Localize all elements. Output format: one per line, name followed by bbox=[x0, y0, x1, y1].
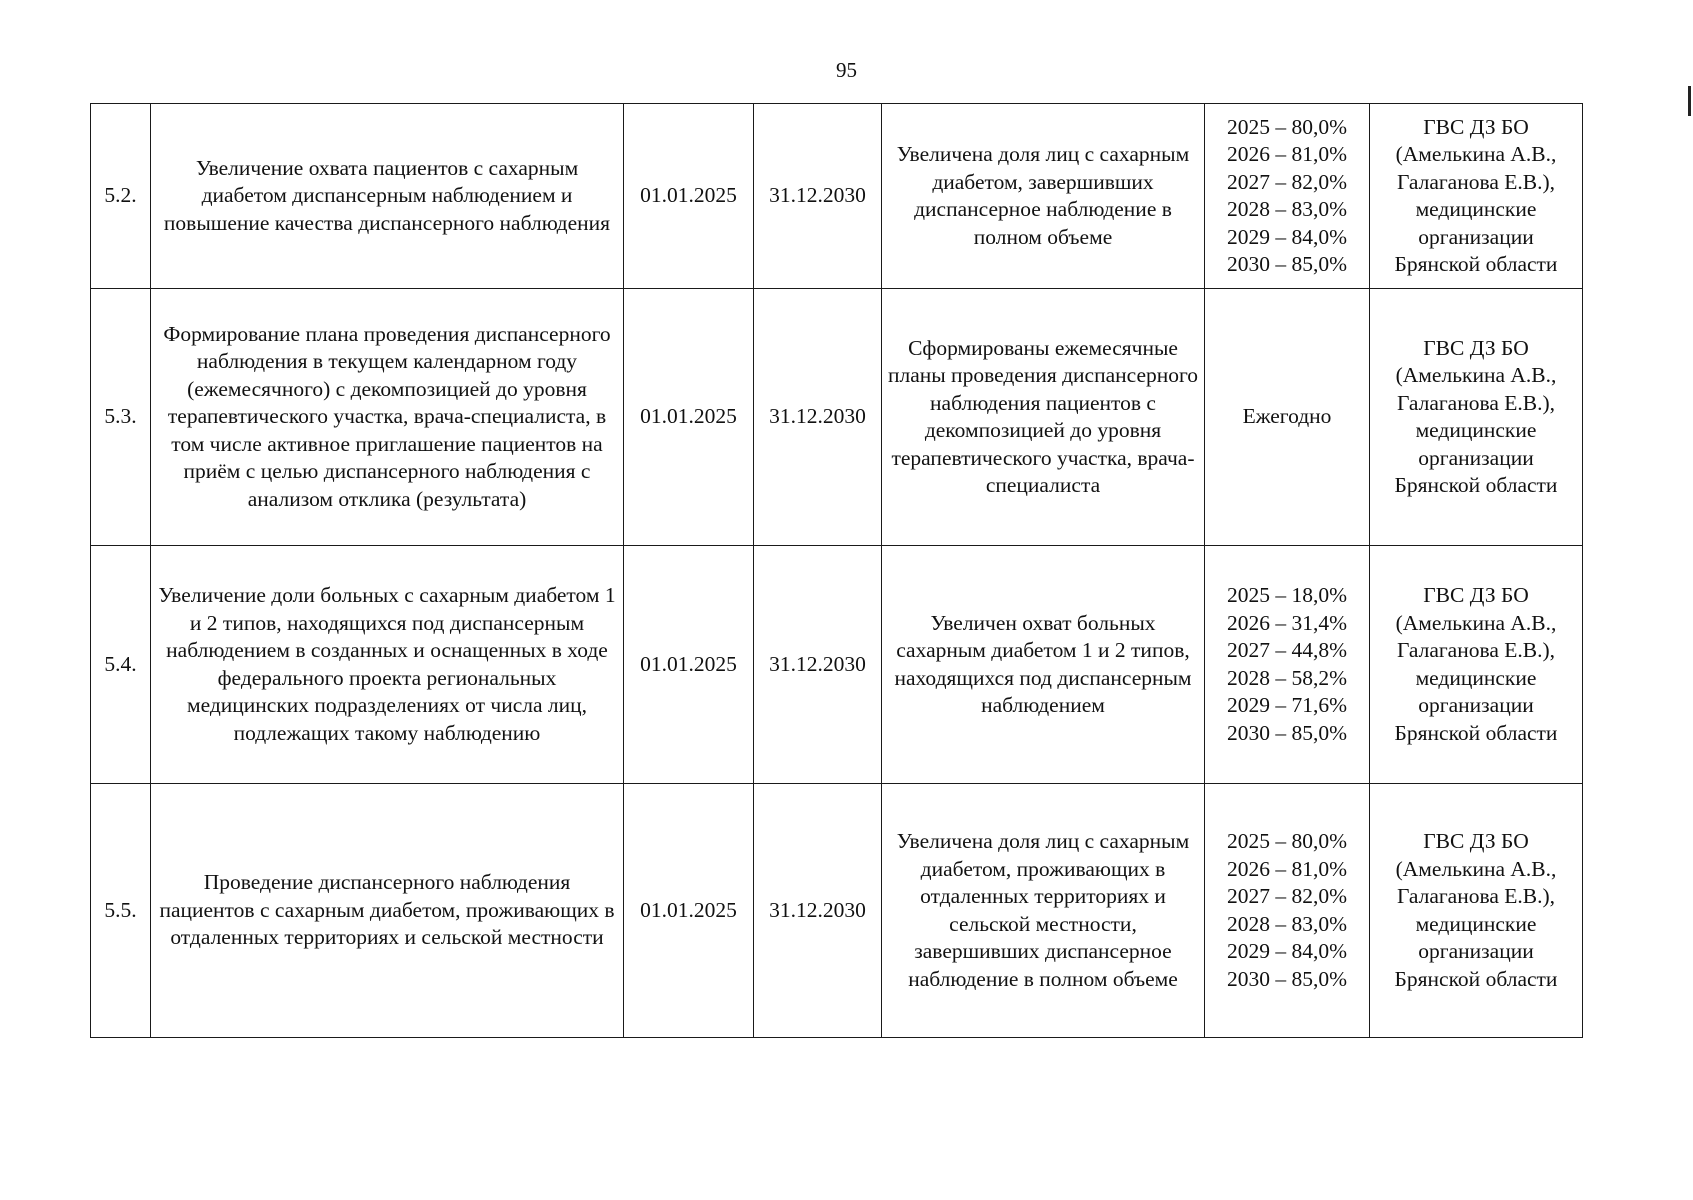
target-value: 2027 – 82,0% bbox=[1226, 884, 1348, 908]
target-value: 2030 – 85,0% bbox=[1226, 252, 1348, 276]
responsible-line: медицинские bbox=[1415, 197, 1537, 221]
target-value: 2026 – 31,4% bbox=[1226, 610, 1348, 635]
target-values bbox=[1205, 104, 1370, 289]
responsible-line: медицинские bbox=[1415, 665, 1537, 690]
responsible-parties bbox=[1370, 289, 1583, 546]
target-values bbox=[1205, 784, 1370, 1038]
responsible-parties bbox=[1370, 546, 1583, 784]
activity-description: Увеличение доли больных с сахарным диабетом 1 и 2 типов, находящихся под диспансерным наблюдением в созданных и оснащенных в ходе федерального проекта региональных медицинских подразделениях от числа лиц, подлежащих такому наблюдению bbox=[151, 546, 624, 784]
responsible-line: организации bbox=[1418, 224, 1534, 249]
responsible-line: Брянской области bbox=[1394, 720, 1558, 745]
responsible-parties bbox=[1370, 104, 1583, 289]
target-value: 2026 – 81,0% bbox=[1226, 142, 1348, 166]
target-values bbox=[1205, 546, 1370, 784]
end-date: 31.12.2030 bbox=[754, 104, 882, 289]
responsible-line: организации bbox=[1418, 693, 1534, 717]
target-value: 2030 – 85,0% bbox=[1226, 966, 1348, 991]
table-row bbox=[91, 104, 1583, 289]
target-values bbox=[1205, 289, 1370, 546]
responsible-line: медицинские bbox=[1415, 911, 1537, 936]
scan-edge-mark bbox=[1688, 86, 1691, 116]
activity-description: Увеличение охвата пациентов с сахарным диабетом диспансерным наблюдением и повышение качества диспансерного наблюдения bbox=[151, 104, 624, 289]
start-date: 01.01.2025 bbox=[624, 104, 754, 289]
row-number: 5.5. bbox=[91, 784, 151, 1038]
target-value: 2026 – 81,0% bbox=[1226, 856, 1348, 881]
responsible-line: ГВС ДЗ БО bbox=[1423, 335, 1529, 360]
end-date: 31.12.2030 bbox=[754, 289, 882, 546]
target-value: 2030 – 85,0% bbox=[1226, 720, 1348, 745]
responsible-line: организации bbox=[1418, 939, 1534, 963]
target-value: 2028 – 83,0% bbox=[1226, 911, 1348, 936]
expected-result: Увеличена доля лиц с сахарным диабетом, проживающих в отдаленных территориях и сельской местности, завершивших диспансерное наблюдение в полном объеме bbox=[882, 784, 1205, 1038]
responsible-line: Галаганова Е.В.), bbox=[1396, 390, 1556, 415]
responsible-line: ГВС ДЗ БО bbox=[1423, 114, 1529, 139]
responsible-line: Галаганова Е.В.), bbox=[1396, 169, 1556, 194]
responsible-line: Брянской области bbox=[1394, 252, 1558, 276]
target-value: 2025 – 80,0% bbox=[1226, 114, 1348, 139]
responsible-parties bbox=[1370, 784, 1583, 1038]
activity-table bbox=[90, 103, 1583, 1038]
responsible-line: организации bbox=[1418, 445, 1534, 470]
target-value: 2028 – 58,2% bbox=[1226, 665, 1348, 690]
table-row bbox=[91, 289, 1583, 546]
start-date: 01.01.2025 bbox=[624, 784, 754, 1038]
start-date: 01.01.2025 bbox=[624, 289, 754, 546]
table-body bbox=[91, 104, 1583, 1038]
responsible-line: (Амелькина А.В., bbox=[1395, 363, 1557, 387]
responsible-line: Галаганова Е.В.), bbox=[1396, 638, 1556, 662]
responsible-line: медицинские bbox=[1415, 418, 1537, 442]
target-value: 2027 – 82,0% bbox=[1226, 169, 1348, 194]
expected-result: Увеличена доля лиц с сахарным диабетом, завершивших диспансерное наблюдение в полном объеме bbox=[882, 104, 1205, 289]
row-number: 5.2. bbox=[91, 104, 151, 289]
responsible-line: Галаганова Е.В.), bbox=[1396, 884, 1556, 908]
end-date: 31.12.2030 bbox=[754, 546, 882, 784]
expected-result: Увеличен охват больных сахарным диабетом 1 и 2 типов, находящихся под диспансерным наблюдением bbox=[882, 546, 1205, 784]
table-row bbox=[91, 546, 1583, 784]
activity-description: Формирование плана проведения диспансерного наблюдения в текущем календарном году (ежемесячного) с декомпозицией до уровня терапевтического участка, врача-специалиста, в том числе активное приглашение пациентов на приём с целью диспансерного наблюдения с анализом отклика (результата) bbox=[151, 289, 624, 546]
responsible-line: Брянской области bbox=[1394, 966, 1558, 991]
responsible-line: Брянской области bbox=[1394, 473, 1558, 497]
expected-result: Сформированы ежемесячные планы проведения диспансерного наблюдения пациентов с декомпозицией до уровня терапевтического участка, врача-специалиста bbox=[882, 289, 1205, 546]
responsible-line: (Амелькина А.В., bbox=[1395, 610, 1557, 635]
target-value: Ежегодно bbox=[1242, 404, 1332, 429]
responsible-line: ГВС ДЗ БО bbox=[1423, 829, 1529, 853]
start-date: 01.01.2025 bbox=[624, 546, 754, 784]
row-number: 5.4. bbox=[91, 546, 151, 784]
end-date: 31.12.2030 bbox=[754, 784, 882, 1038]
target-value: 2029 – 71,6% bbox=[1226, 693, 1348, 717]
target-value: 2025 – 80,0% bbox=[1226, 829, 1348, 853]
target-value: 2028 – 83,0% bbox=[1226, 197, 1348, 221]
row-number: 5.3. bbox=[91, 289, 151, 546]
page-number: 95 bbox=[836, 58, 857, 82]
target-value: 2029 – 84,0% bbox=[1226, 939, 1348, 963]
responsible-line: (Амелькина А.В., bbox=[1395, 142, 1557, 166]
target-value: 2027 – 44,8% bbox=[1226, 638, 1348, 662]
responsible-line: ГВС ДЗ БО bbox=[1423, 583, 1529, 607]
responsible-line: (Амелькина А.В., bbox=[1395, 856, 1557, 881]
target-value: 2025 – 18,0% bbox=[1226, 583, 1348, 607]
table-row bbox=[91, 784, 1583, 1038]
activity-description: Проведение диспансерного наблюдения пациентов с сахарным диабетом, проживающих в отдаленных территориях и сельской местности bbox=[151, 784, 624, 1038]
target-value: 2029 – 84,0% bbox=[1226, 224, 1348, 249]
